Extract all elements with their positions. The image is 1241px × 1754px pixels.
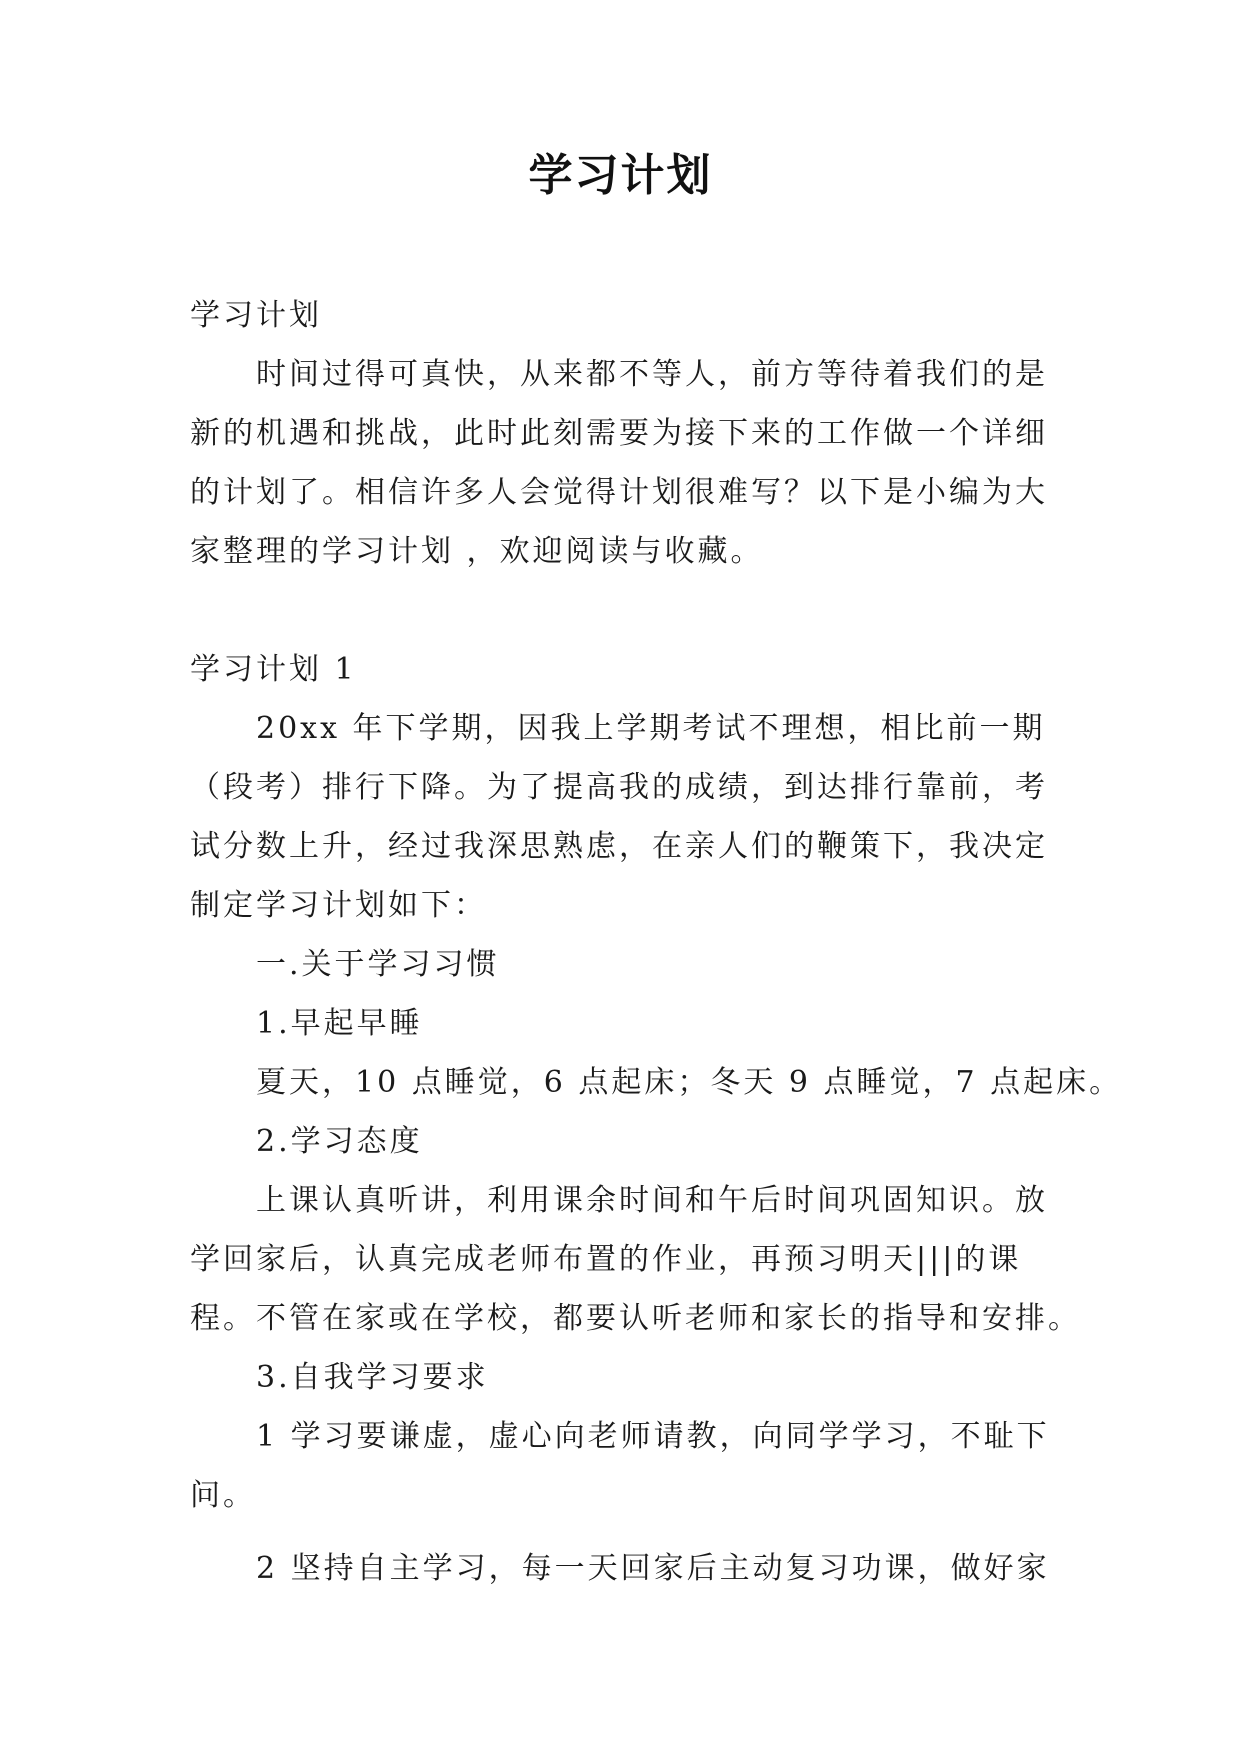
section-heading: 学习计划 1 xyxy=(190,652,357,687)
body-line: 20xx 年下学期，因我上学期考试不理想，相比前一期 xyxy=(256,711,1046,746)
body-line: 制定学习计划如下： xyxy=(190,888,487,923)
body-line: 程。不管在家或在学校，都要认听老师和家长的指导和安排。 xyxy=(190,1301,1081,1336)
body-line: 2 坚持自主学习，每一天回家后主动复习功课，做好家 xyxy=(256,1551,1050,1586)
subheading: 1.早起早睡 xyxy=(256,1006,423,1041)
subheading: 一.关于学习习惯 xyxy=(256,947,500,982)
document-title: 学习计划 xyxy=(528,150,713,201)
body-line: 上课认真听讲，利用课余时间和午后时间巩固知识。放 xyxy=(256,1183,1048,1218)
intro-line: 时间过得可真快，从来都不等人，前方等待着我们的是 xyxy=(256,357,1048,392)
intro-line: 家整理的学习计划 ，欢迎阅读与收藏。 xyxy=(190,534,764,569)
body-line: 试分数上升，经过我深思熟虑，在亲人们的鞭策下，我决定 xyxy=(190,829,1048,864)
body-line: 问。 xyxy=(190,1478,256,1513)
body-line: （段考）排行下降。为了提高我的成绩，到达排行靠前，考 xyxy=(190,770,1048,805)
subheading: 2.学习态度 xyxy=(256,1124,423,1159)
intro-line: 的计划了。相信许多人会觉得计划很难写？以下是小编为大 xyxy=(190,475,1048,510)
intro-heading: 学习计划 xyxy=(190,298,322,333)
body-line: 学回家后，认真完成老师布置的作业，再预习明天|||的课 xyxy=(190,1242,1022,1277)
intro-line: 新的机遇和挑战，此时此刻需要为接下来的工作做一个详细 xyxy=(190,416,1048,451)
body-line: 夏天，10 点睡觉，6 点起床；冬天 9 点睡觉，7 点起床。 xyxy=(256,1065,1123,1100)
document-body xyxy=(190,286,1123,1598)
subheading: 3.自我学习要求 xyxy=(256,1360,489,1395)
body-line: 1 学习要谦虚，虚心向老师请教，向同学学习，不耻下 xyxy=(256,1419,1050,1454)
